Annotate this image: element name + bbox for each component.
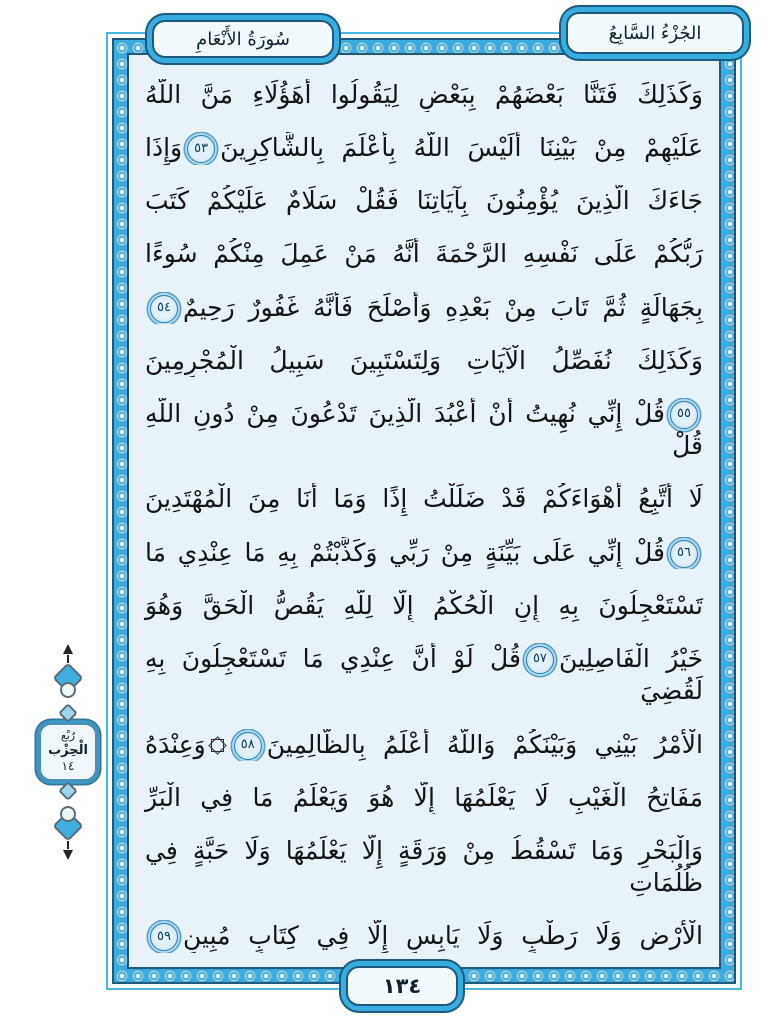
page-number: ١٣٤ [382,974,422,998]
floral-ornament-icon [46,782,90,840]
verse-marker-59: ٥٩ [150,923,178,951]
floral-ornament-icon [46,664,90,722]
verse-marker-55: ٥٥ [670,401,698,429]
quran-line-4 [143,238,705,271]
quran-line-6 [143,345,705,378]
ayah-text: الْأَرْضِ وَلَا رَطْبٍ وَلَا يَابِسٍ إِلَّا فِي كِتَابٍ مُبِينٍ [183,921,703,951]
text-area [143,79,705,953]
arrow-down-icon [63,850,73,860]
juz-tab [566,12,744,54]
verse-marker-53: ٥٣ [187,135,215,163]
ayah-text: وَالْبَحْرِ وَمَا تَسْقُطُ مِنْ وَرَقَةٍ إِلَّا يَعْلَمُهَا وَلَا حَبَّةٍ فِي ظُلُمَاتِ [145,835,703,898]
quran-line-14 [143,835,705,900]
quran-line-3 [143,185,705,218]
ayah-text: وَإِذَا [145,133,183,163]
hizb-quarter-medallion [36,644,100,860]
quran-line-12 [143,729,705,762]
ayah-text: وَعِنْدَهُ [145,729,206,759]
verse-marker-56: ٥٦ [670,540,698,568]
hizb-cartouche [39,723,97,781]
quran-line-13 [143,782,705,815]
quran-line-5 [143,292,705,325]
ayah-text: وَكَذَلِكَ فَتَنَّا بَعْضَهُمْ بِبَعْضٍ لِيَقُولُوا أَهَؤُلَاءِ مَنَّ اللَّهُ [145,80,703,109]
quran-line-9 [143,537,705,570]
ayah-text: مَفَاتِحُ الْغَيْبِ لَا يَعْلَمُهَا إِلَّا هُوَ وَيَعْلَمُ مَا فِي الْبَرِّ [145,782,703,812]
surah-label: سُورَةُ الأَنْعَامِ [196,28,290,50]
arrow-up-icon [63,644,73,654]
ayah-text: جَاءَكَ الَّذِينَ يُؤْمِنُونَ بِآيَاتِنَا فَقُلْ سَلَامٌ عَلَيْكُمْ كَتَبَ [145,186,703,216]
hizb-cartouche-line3: ١٤ [61,758,75,773]
ayah-text: عَلَيْهِمْ مِنْ بَيْنِنَا أَلَيْسَ اللَّهُ بِأَعْلَمَ بِالشَّاكِرِينَ [220,133,703,163]
ayah-text: قُلْ لَوْ أَنَّ عِنْدِي مَا تَسْتَعْجِلُونَ بِهِ لَقُضِيَ [145,643,703,706]
ayah-text: قُلْ إِنِّي عَلَى بَيِّنَةٍ مِنْ رَبِّي وَكَذَّبْتُمْ بِهِ مَا عِنْدِي مَا [145,537,665,567]
ayah-text: رَبُّكُمْ عَلَى نَفْسِهِ الرَّحْمَةَ أَنَّهُ مَنْ عَمِلَ مِنْكُمْ سُوءًا [145,239,703,269]
page-content [127,53,721,969]
ayah-text: تَسْتَعْجِلُونَ بِهِ إِنِ الْحُكْمُ إِلَّا لِلَّهِ يَقُصُّ الْحَقَّ وَهُوَ [145,590,703,620]
surah-tab [152,20,334,58]
ayah-text: خَيْرُ الْفَاصِلِينَ [558,643,703,673]
quran-line-1 [143,79,705,112]
ayah-text: قُلْ إِنِّي نُهِيتُ أَنْ أَعْبُدَ الَّذِينَ تَدْعُونَ مِنْ دُونِ اللَّهِ قُلْ [145,398,703,461]
quran-line-7 [143,398,705,463]
ornament-stem [67,655,69,663]
ayah-text: لَا أَتَّبِعُ أَهْوَاءَكُمْ قَدْ ضَلَلْتُ إِذًا وَمَا أَنَا مِنَ الْمُهْتَدِينَ [145,484,703,514]
quran-line-8 [143,483,705,516]
ayah-text: بِجَهَالَةٍ ثُمَّ تَابَ مِنْ بَعْدِهِ وَأَصْلَحَ فَأَنَّهُ غَفُورٌ رَحِيمٌ [183,292,703,322]
page-number-tab [346,966,458,1006]
verse-marker-58: ٥٨ [234,732,262,760]
ornament-stem [67,841,69,849]
ayah-text: وَكَذَلِكَ نُفَصِّلُ الْآيَاتِ وَلِتَسْتَبِينَ سَبِيلُ الْمُجْرِمِينَ [145,345,703,375]
juz-label: الجُزْءُ السَّابِعُ [608,22,702,44]
hizb-cartouche-line2: الْحِزْب [48,742,88,758]
ayah-text: الْأَمْرُ بَيْنِي وَبَيْنَكُمْ وَاللَّهُ أَعْلَمُ بِالظَّالِمِينَ [266,729,703,759]
verse-marker-57: ٥٧ [526,646,554,674]
quran-line-15 [143,920,705,953]
quran-line-10 [143,590,705,623]
mushaf-frame [106,32,742,990]
quran-line-2 [143,132,705,165]
rub-el-hizb-icon [210,738,225,753]
ornament-band [112,38,736,984]
hizb-cartouche-line1: رُبْع [60,729,76,742]
verse-marker-54: ٥٤ [150,295,178,323]
quran-line-11 [143,643,705,708]
